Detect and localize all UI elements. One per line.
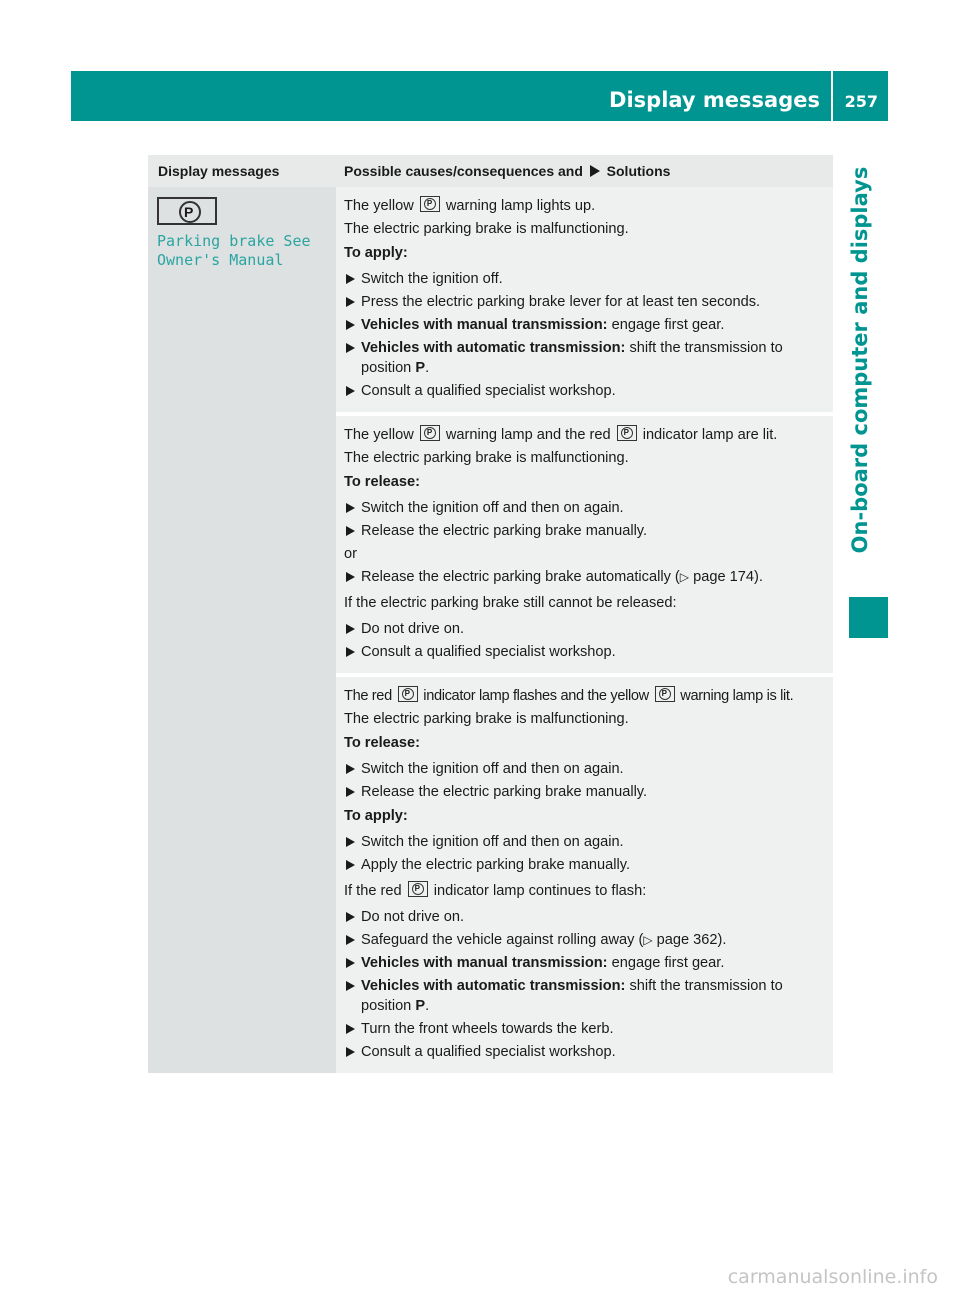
block3-line2: The electric parking brake is malfunctioning.	[344, 711, 629, 727]
watermark: carmanualsonline.info	[727, 1266, 938, 1288]
list-item	[344, 381, 827, 401]
chapter-side-tab	[835, 120, 885, 600]
list-item	[344, 1019, 827, 1039]
step-arrow-icon	[346, 320, 355, 330]
list-item	[344, 642, 827, 662]
step-text: Switch the ignition off and then on again.	[361, 761, 624, 777]
list-item	[344, 269, 827, 289]
parking-brake-icon	[408, 881, 428, 897]
solution-block-3	[336, 677, 833, 1073]
block3-line1	[344, 686, 827, 706]
step-text: Do not drive on.	[361, 909, 465, 925]
block2-heading: To release:	[344, 474, 420, 490]
block3-flash-note	[344, 881, 827, 901]
step-arrow-icon	[346, 837, 355, 847]
step-arrow-icon	[346, 343, 355, 353]
step-arrow-icon	[346, 647, 355, 657]
text: If the red	[344, 883, 402, 899]
step-arrow-icon	[346, 912, 355, 922]
step-text: Switch the ignition off and then on again.	[361, 500, 624, 516]
list-item	[344, 855, 827, 875]
col-header-causes-text: Possible causes/consequences and	[344, 163, 583, 179]
text: indicator lamp continues to flash:	[433, 883, 647, 899]
step-text: Turn the front wheels towards the kerb.	[361, 1021, 614, 1037]
list-item	[344, 976, 827, 1016]
col-header-solutions-text: Solutions	[606, 163, 671, 179]
step-bold-text: Vehicles with manual transmission:	[361, 317, 608, 333]
list-item	[344, 907, 827, 927]
list-item	[344, 338, 827, 378]
step-text: Switch the ignition off and then on again.	[361, 834, 624, 850]
list-item	[344, 567, 827, 587]
step-text: shift the transmission to position	[361, 340, 783, 376]
step-bold-text: Vehicles with manual transmission:	[361, 955, 608, 971]
col-header-messages: Display messages	[158, 163, 280, 179]
block3-heading-apply: To apply:	[344, 808, 408, 824]
text: The red	[344, 688, 392, 704]
text: The yellow	[344, 427, 414, 443]
text: The yellow	[344, 198, 414, 214]
block1-line2: The electric parking brake is malfunctioning.	[344, 221, 629, 237]
step-text: Switch the ignition off.	[361, 271, 503, 287]
solutions-cell	[336, 187, 833, 1073]
solution-block-1	[336, 187, 833, 412]
step-arrow-icon	[346, 787, 355, 797]
block2-note: If the electric parking brake still cannot be released:	[344, 595, 677, 611]
punct: .	[425, 360, 430, 376]
punct: .	[425, 998, 430, 1014]
step-arrow-icon	[346, 764, 355, 774]
step-text: shift the transmission to position	[361, 978, 783, 1014]
table-body	[148, 187, 833, 1073]
list-item	[344, 1042, 827, 1062]
step-text: Release the electric parking brake automatically (	[361, 569, 680, 585]
chapter-marker-block	[849, 597, 888, 638]
step-text: Release the electric parking brake manually.	[361, 523, 648, 539]
step-arrow-icon	[346, 958, 355, 968]
step-arrow-icon	[346, 572, 355, 582]
parking-brake-icon	[157, 197, 217, 225]
list-item	[344, 782, 827, 802]
text: warning lamp is lit.	[680, 688, 794, 704]
text: warning lamp and the red	[445, 427, 611, 443]
col-header-causes	[336, 155, 833, 187]
list-item	[344, 498, 827, 518]
step-arrow-icon	[346, 503, 355, 513]
block2-line2: The electric parking brake is malfunctioning.	[344, 450, 629, 466]
table-header	[148, 155, 833, 187]
step-arrow-icon	[346, 1047, 355, 1057]
step-text: engage first gear.	[611, 317, 725, 333]
step-bold-text: Vehicles with automatic transmission:	[361, 340, 626, 356]
gear-position: P	[415, 360, 426, 376]
block1-line1	[344, 196, 827, 216]
solution-block-2	[336, 416, 833, 673]
step-arrow-icon	[346, 981, 355, 991]
message-cell	[148, 187, 336, 1073]
step-text: Do not drive on.	[361, 621, 465, 637]
or-text: or	[344, 546, 357, 562]
list-item	[344, 521, 827, 541]
list-item	[344, 930, 827, 950]
header-divider	[831, 71, 833, 121]
list-item	[344, 759, 827, 779]
text: indicator lamp flashes and the yellow	[423, 688, 649, 704]
page-ref-icon: ▷	[643, 933, 653, 947]
step-text: Release the electric parking brake manually.	[361, 784, 648, 800]
display-messages-table	[148, 155, 833, 1073]
step-arrow-icon	[346, 935, 355, 945]
step-bold-text: Vehicles with automatic transmission:	[361, 978, 626, 994]
gear-position: P	[415, 998, 426, 1014]
step-text: Consult a qualified specialist workshop.	[361, 644, 616, 660]
list-item	[344, 619, 827, 639]
step-arrow-icon	[346, 274, 355, 284]
step-arrow-icon	[346, 860, 355, 870]
step-arrow-icon	[346, 297, 355, 307]
list-item	[344, 832, 827, 852]
parking-brake-icon	[398, 686, 418, 702]
step-text: Press the electric parking brake lever for at least ten seconds.	[361, 294, 761, 310]
step-text: Consult a qualified specialist workshop.	[361, 383, 616, 399]
step-text: engage first gear.	[611, 955, 725, 971]
step-arrow-icon	[590, 165, 600, 177]
page-ref-link[interactable]: page 362).	[656, 932, 727, 948]
block2-line1	[344, 425, 827, 445]
section-title: Display messages	[609, 88, 820, 112]
step-arrow-icon	[346, 624, 355, 634]
text: warning lamp lights up.	[445, 198, 596, 214]
list-item	[344, 953, 827, 973]
step-text: Apply the electric parking brake manually.	[361, 857, 631, 873]
display-message-line2: Owner's Manual	[157, 251, 284, 269]
list-item	[344, 315, 827, 335]
page-number: 257	[844, 92, 878, 111]
step-text: Safeguard the vehicle against rolling away (	[361, 932, 644, 948]
parking-brake-icon	[420, 196, 440, 212]
parking-brake-icon	[420, 425, 440, 441]
step-arrow-icon	[346, 1024, 355, 1034]
step-text: Consult a qualified specialist workshop.	[361, 1044, 616, 1060]
block1-heading: To apply:	[344, 245, 408, 261]
step-arrow-icon	[346, 526, 355, 536]
page-ref-icon: ▷	[679, 570, 690, 584]
page-ref-link[interactable]: page 174).	[693, 569, 763, 585]
block3-heading-release: To release:	[344, 735, 420, 751]
page-header	[71, 71, 888, 121]
display-message-line1: Parking brake See	[157, 232, 311, 250]
chapter-label: On-board computer and displays	[848, 166, 872, 554]
step-arrow-icon	[346, 386, 355, 396]
parking-brake-icon	[617, 425, 637, 441]
parking-brake-icon	[655, 686, 675, 702]
text: indicator lamp are lit.	[642, 427, 778, 443]
list-item	[344, 292, 827, 312]
